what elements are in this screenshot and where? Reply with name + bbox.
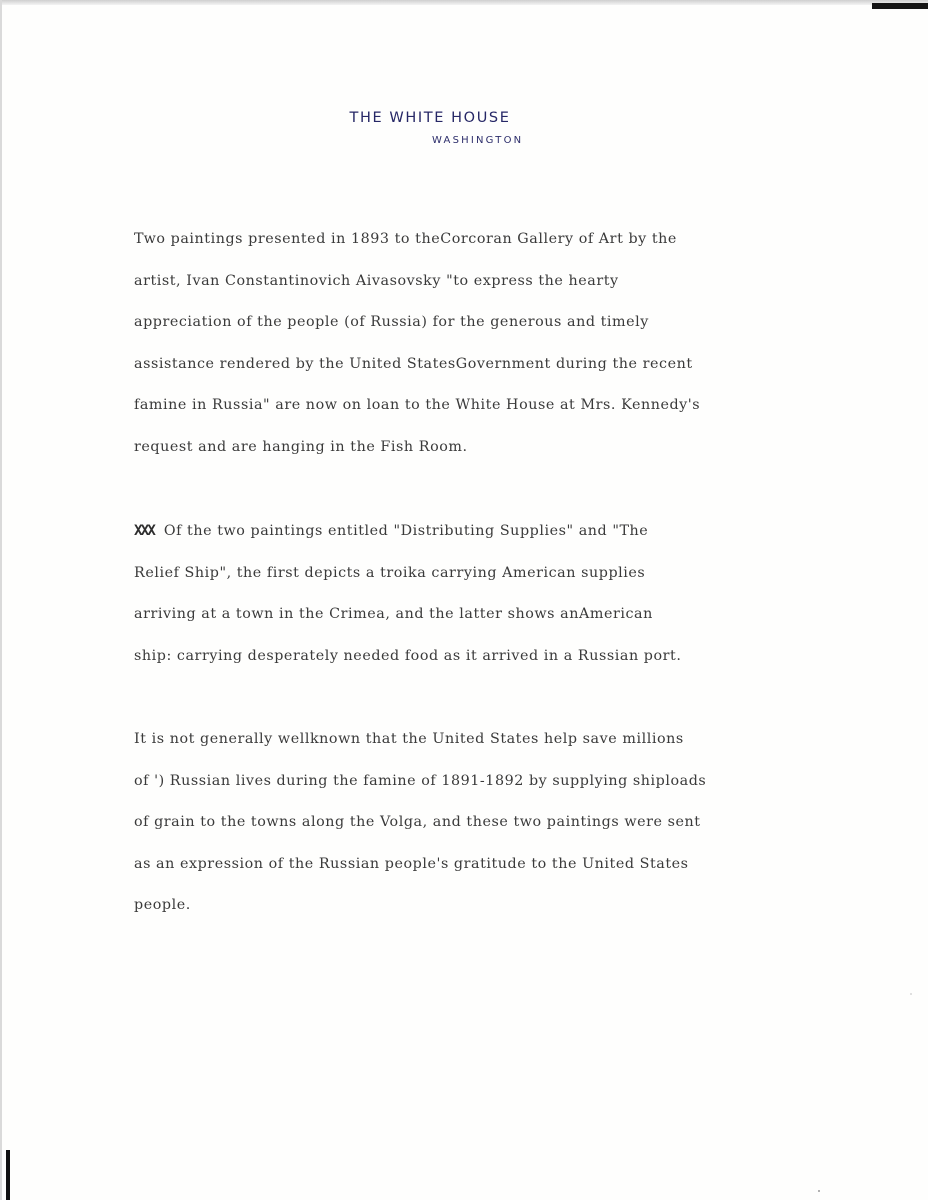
scan-speck bbox=[818, 1190, 820, 1192]
paragraph-line: of grain to the towns along the Volga, and these two paintings were sent bbox=[134, 814, 701, 831]
paragraph-line: people. bbox=[134, 897, 191, 914]
paragraph-line: artist, Ivan Constantinovich Aivasovsky "to express the hearty bbox=[134, 272, 619, 289]
paragraph-line: appreciation of the people (of Russia) for the generous and timely bbox=[134, 314, 649, 331]
letterhead-subtitle: WASHINGTON bbox=[432, 135, 524, 146]
scan-top-edge bbox=[0, 0, 928, 5]
struck-out-prefix: XXX bbox=[134, 523, 154, 539]
paragraph-2 bbox=[134, 521, 834, 687]
scan-left-edge bbox=[0, 0, 2, 1200]
paragraph-line: ship: carrying desperately needed food as it arrived in a Russian port. bbox=[134, 647, 682, 664]
paragraph-first-line bbox=[134, 521, 834, 563]
scan-speck bbox=[910, 993, 912, 995]
paragraph-line: assistance rendered by the United StatesGovernment during the recent bbox=[134, 355, 693, 372]
paragraph-line: Relief Ship", the first depicts a troika carrying American supplies bbox=[134, 564, 646, 581]
paragraph-line: of ') Russian lives during the famine of 1891-1892 by supplying shiploads bbox=[134, 772, 707, 789]
paragraph-line: arriving at a town in the Crimea, and the latter shows anAmerican bbox=[134, 606, 653, 623]
paragraph-line: as an expression of the Russian people's gratitude to the United States bbox=[134, 855, 689, 872]
paragraph-line: It is not generally wellknown that the United States help save millions bbox=[134, 731, 684, 747]
scan-bottom-left-mark bbox=[6, 1150, 10, 1200]
paragraph-3 bbox=[134, 729, 834, 937]
paragraph-line-text: Of the two paintings entitled "Distributing Supplies" and "The bbox=[163, 523, 649, 539]
paragraph-line: famine in Russia" are now on loan to the White House at Mrs. Kennedy's bbox=[134, 397, 701, 414]
scan-top-right-mark bbox=[872, 3, 928, 9]
letterhead-title: THE WHITE HOUSE bbox=[349, 110, 511, 126]
paragraph-line: Two paintings presented in 1893 to theCorcoran Gallery of Art by the bbox=[134, 231, 677, 247]
paragraph-line: request and are hanging in the Fish Room. bbox=[134, 438, 468, 455]
paragraph-1 bbox=[134, 229, 834, 479]
